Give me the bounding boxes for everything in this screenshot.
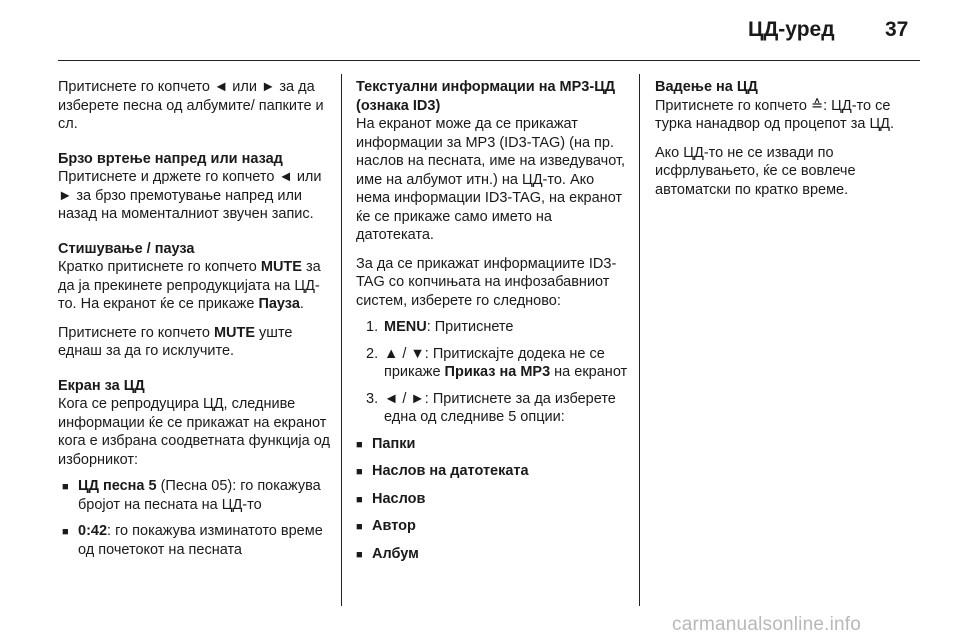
eject-section xyxy=(655,78,925,134)
mute-text-b: за да ја прекинете репродукцијата на ЦД-то. На екранот ќе се прикаже xyxy=(58,259,321,312)
list-item xyxy=(356,545,632,565)
unmute-text-b: уште еднаш за да го исклучите. xyxy=(58,324,293,359)
eject-text-2: Ако ЦД-то не се извади по исфрлувањето, ќе се вовлече автоматски по кратко време. xyxy=(655,144,856,198)
mute-heading: Стишување / пауза xyxy=(58,240,195,257)
step-bold: Приказ на МР3 xyxy=(444,364,551,380)
unmute-key: MUTE xyxy=(213,324,256,341)
mute-section xyxy=(58,240,330,314)
bullet-text: (Песна 05): го покажува бројот на песната на ЦД-то xyxy=(78,478,321,513)
bullet-icon: ■ xyxy=(356,466,363,478)
step-text: ▲ / ▼: Притискајте додека не се прикаже xyxy=(384,345,605,380)
step-text: ◄ / ►: Притиснете за да изберете една од следниве 5 опции: xyxy=(384,390,616,425)
bullet-bold: 0:42 xyxy=(78,523,108,539)
list-item xyxy=(62,522,330,559)
fast-forward-section xyxy=(58,150,330,224)
list-item xyxy=(356,462,632,482)
id3-text-2: За да се прикажат информациите ID3-TAG со копчињата на инфозабавниот систем, изберете го следново: xyxy=(356,255,617,309)
option-label: Автор xyxy=(372,518,416,534)
bullet-icon: ■ xyxy=(356,548,363,561)
page-header-title: ЦД-уред xyxy=(748,18,835,41)
list-item xyxy=(62,477,330,514)
option-label: Папки xyxy=(372,435,416,452)
watermark: carmanualsonline.info xyxy=(672,614,862,635)
step-number: 1. xyxy=(366,319,379,335)
column-1 xyxy=(58,78,330,567)
mute-key: MUTE xyxy=(260,259,302,275)
step-number: 3. xyxy=(366,390,379,407)
bullet-icon: ■ xyxy=(62,526,69,538)
eject-icon: ≙ xyxy=(810,97,824,114)
step-text-end: на екранот xyxy=(550,364,628,380)
eject-text-a: Притиснете го копчето xyxy=(655,97,811,114)
list-item xyxy=(356,517,632,537)
cd-screen-section xyxy=(58,377,330,470)
column-3 xyxy=(655,78,925,209)
step-bold: MENU xyxy=(384,319,427,335)
fast-forward-heading: Брзо вртење напред или назад xyxy=(58,150,283,167)
list-item xyxy=(356,435,632,455)
step-item xyxy=(366,345,632,382)
column-2 xyxy=(356,78,632,572)
intro-text: Притиснете го копчето ◄ или ► за да изберете песна од албумите/ папките и сл. xyxy=(58,79,324,132)
fast-forward-text: Притиснете и држете го копчето ◄ или ► за брзо премотување напред или назад на моменталниот звучен запис. xyxy=(58,169,322,222)
id3-section xyxy=(356,78,632,245)
pause-label: Пауза xyxy=(258,296,300,312)
option-label: Албум xyxy=(372,545,419,562)
option-label: Наслов xyxy=(372,490,426,507)
bullet-text: : го покажува изминатото време од почетокот на песната xyxy=(78,523,323,558)
bullet-icon: ■ xyxy=(356,493,363,506)
list-item xyxy=(356,490,632,510)
cd-screen-heading: Екран за ЦД xyxy=(58,377,145,394)
step-item xyxy=(366,390,632,427)
bullet-icon: ■ xyxy=(356,521,363,533)
unmute-text xyxy=(58,324,330,361)
column-divider-1 xyxy=(341,74,342,606)
eject-text-b: : ЦД-то се турка нанадвор од процепот за ЦД. xyxy=(655,97,895,132)
mute-text-a: Кратко притиснете го копчето xyxy=(58,259,261,275)
bullet-bold: ЦД песна 5 xyxy=(78,478,157,494)
bullet-icon: ■ xyxy=(356,438,363,451)
step-item xyxy=(366,318,632,337)
step-number: 2. xyxy=(366,345,379,362)
cd-screen-text: Кога се репродуцира ЦД, следниве информации ќе се прикажат на екранот кога е избрана соодветната функција од изборникот: xyxy=(58,396,330,468)
mute-text-c: . xyxy=(299,296,304,312)
id3-text-1: На екранот може да се прикажат информации за МР3 (ID3-TAG) (на пр. наслов на песната, име на изведувачот, име на албумот итн.) на ЦД-то. Ако нема информации ID3-TAG, на екранот ќе се прикаже само името на датотеката. xyxy=(356,116,626,243)
column-divider-2 xyxy=(639,74,640,606)
option-label: Наслов на датотеката xyxy=(372,463,529,479)
bullet-icon: ■ xyxy=(62,481,69,493)
page-number: 37 xyxy=(885,18,909,41)
step-text: : Притиснете xyxy=(426,319,514,335)
eject-heading: Вадење на ЦД xyxy=(655,79,758,95)
unmute-text-a: Притиснете го копчето xyxy=(58,324,214,341)
header-rule xyxy=(58,60,920,61)
id3-heading: Текстуални информации на МР3-ЦД (ознака ID3) xyxy=(356,79,616,114)
